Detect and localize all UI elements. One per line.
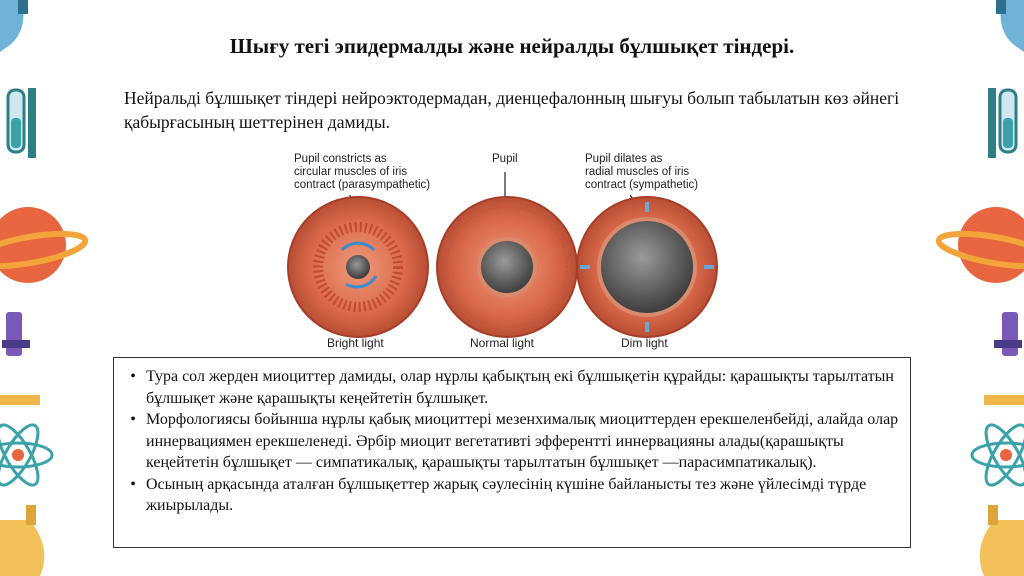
figure-note-right: Pupil dilates as radial muscles of iris contract (sympathetic) [585,153,699,191]
microscope-icon [984,312,1024,405]
bullet-item [120,474,900,517]
figure-note-center: Pupil [492,153,518,165]
iris-dim-light [577,197,717,337]
planet-icon [937,207,1024,283]
bullet-text: Тура сол жерден миоциттер дамиды, олар нұрлы қабықтың екі бұлшықетін құрайды: қарашықты тарылтатын бұлшықет және қарашықты кеңейтетін бұлшықет. [146,368,894,407]
intro-paragraph: Нейральді бұлшықет тіндері нейроэктодермадан, диенцефалонның шығуы болып табылатын көз әйнегі қабырғасының шеттерінен дамиды. [124,88,900,132]
atom-icon [0,420,52,491]
planet-icon [0,207,87,283]
bullet-marker: • [130,368,136,385]
figure-note-left: Pupil constricts as circular muscles of iris contract (parasympathetic) [294,153,431,191]
iris-figure [280,150,740,350]
left-decor-border [0,0,90,576]
flask-icon [0,505,44,576]
bullet-text: Осының арқасында аталған бұлшықеттер жарық сәулесінің күшіне байланысты тез және үйлесімді түрде жиырылады. [146,475,867,514]
test-tube-icon [988,88,1016,158]
caption-bright-light: Bright light [327,336,384,350]
slide-title: Шығу тегі эпидермалды және нейралды бұлшықет тіндері. [229,34,795,58]
bullet-marker: • [130,475,136,493]
iris-normal-light [437,197,577,337]
iris-diagrams [280,150,740,350]
bullet-item [120,409,900,474]
caption-normal-light: Normal light [470,336,535,350]
caption-dim-light: Dim light [621,336,668,350]
flask-icon [980,505,1024,576]
right-decor-border [934,0,1024,576]
microscope-icon [0,312,40,405]
bullet-textbox [113,357,911,548]
bullet-text: Морфологиясы бойынша нұрлы қабық миоциттері мезенхималық миоциттерден ерекшеленбейді, алайда олар иннервациямен ерекшеленеді. Әрбір миоцит вегетативті эфферентті иннервацияны алады(қарашықты кеңейтетін бұлшықет — симпатикалық, қарашықты тарылтатын бұлшықет —парасимпатикалық). [146,411,899,471]
atom-icon [972,420,1024,491]
test-tube-icon [8,88,36,158]
bullet-marker: • [130,411,136,428]
iris-bright-light [288,197,428,337]
bullet-item [120,366,900,409]
